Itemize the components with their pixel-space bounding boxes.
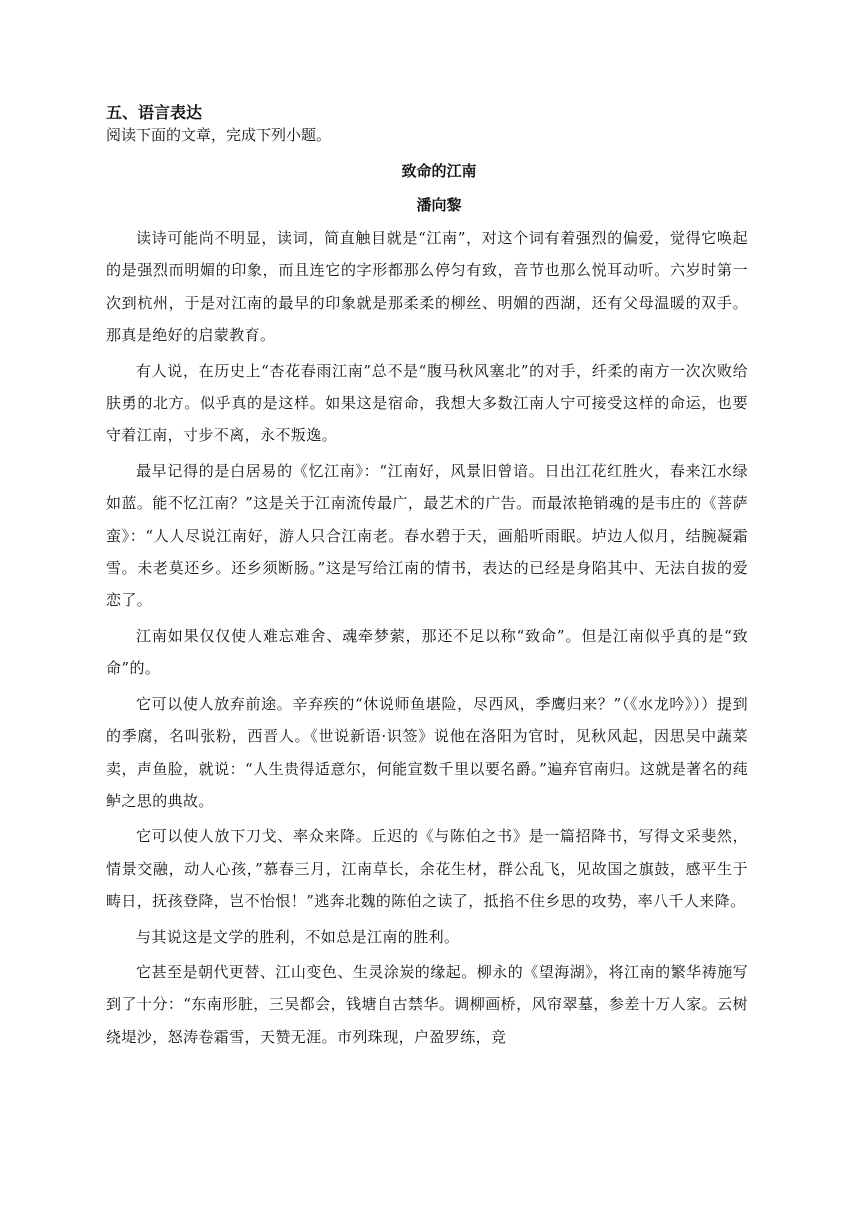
article-paragraph: 它可以使人放弃前途。辛弃疾的“休说师鱼堪险，尽西风，季鹰归来？”（《水龙吟》））提到的季腐，名叫张粉，西晋人。《世说新语·识签》说他在洛阳为官时，见秋风起，因思吴中蔬菜卖，声鱼脸，就说：“人生贵得适意尔，何能宣数千里以要名爵。”遍弃官南归。这就是著名的莼鲈之思的典故。: [106, 694, 748, 810]
article-paragraph: 有人说，在历史上“杏花春雨江南”总不是“腹马秋风塞北”的对手，纤柔的南方一次次败给肤勇的北方。似乎真的是这样。如果这是宿命，我想大多数江南人宁可接受这样的命运，也要守着江南，寸步不离，永不叛逸。: [106, 361, 748, 445]
article-paragraph: 最早记得的是白居易的《忆江南》：“江南好，风景旧曾谙。日出江花红胜火，春来江水绿如蓝。能不忆江南？”这是关于江南流传最广，最艺术的广告。而最浓艳销魂的是韦庄的《菩萨蛮》：“人人尽说江南好，游人只合江南老。春水碧于天，画船听雨眠。垆边人似月，结腕凝霜雪。未老莫还乡。还乡须断肠。”这是写给江南的情书，表达的已经是身陷其中、无法自拔的爱恋了。: [106, 461, 748, 610]
section-heading: 五、语言表达: [106, 103, 203, 122]
article-author: 潘向黎: [416, 196, 462, 214]
article-title: 致命的江南: [401, 162, 477, 180]
article-body: [106, 222, 748, 1053]
article-paragraph: 它可以使人放下刀戈、率众来降。丘迟的《与陈伯之书》是一篇招降书，写得文采斐然，情景交融，动人心孩，”慕春三月，江南草长，余花生材，群公乱飞，见故国之旗鼓，感平生于畴日，抚孩登降，岂不怡恨！”逃奔北魏的陈伯之读了，抵掐不住乡思的攻势，率八千人来降。: [106, 827, 748, 911]
document-page: [106, 102, 748, 1056]
article-paragraph: 读诗可能尚不明显，读词，简直触目就是“江南”，对这个词有着强烈的偏爱，觉得它唤起的是强烈而明媚的印象，而且连它的字形都那么停匀有致，音节也那么悦耳动听。六岁时第一次到杭州，于是对江南的最早的印象就是那柔柔的柳丝、明媚的西湖，还有父母温暖的双手。那真是绝好的启蒙教育。: [106, 229, 748, 345]
article-paragraph: 江南如果仅仅使人难忘难舍、魂牵梦萦，那还不足以称“致命”。但是江南似乎真的是“致命”的。: [106, 626, 748, 678]
instruction-text: 阅读下面的文章，完成下列小题。: [106, 126, 332, 144]
article-paragraph: 与其说这是文学的胜利，不如总是江南的胜利。: [136, 927, 460, 946]
article-paragraph: 它甚至是朝代更替、江山变色、生灵涂炭的缘起。柳永的《望海湖》，将江南的繁华祷施写到了十分：“东南形脏，三吴都会，钱塘自古禁华。调柳画桥，风帘翠墓，参差十万人家。云树绕堤沙，怒涛卷霜雪，天赞无涯。市列珠现，户盈罗练，竞: [106, 962, 748, 1046]
